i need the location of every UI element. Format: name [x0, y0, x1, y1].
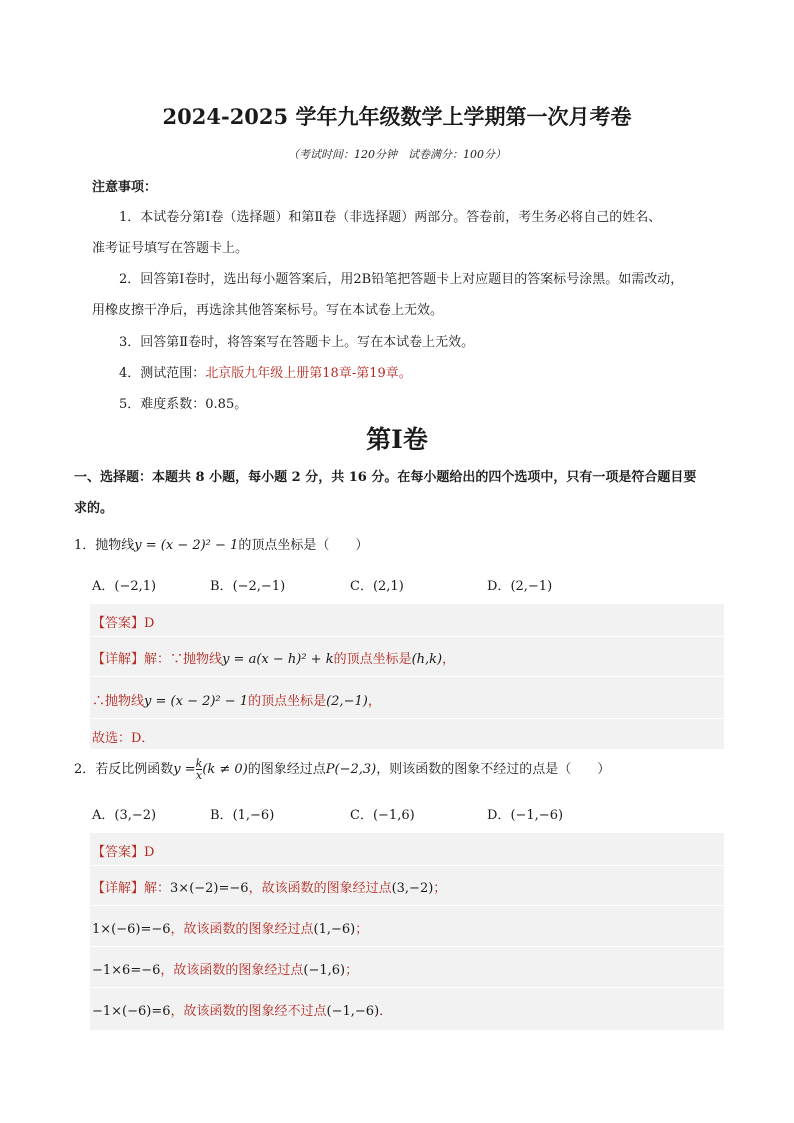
- detail-end: ，: [442, 652, 456, 667]
- answer-label: 【答案】: [92, 845, 145, 860]
- notice-item-2-cont: 用橡皮擦干净后，再选涂其他答案标号。写在本试卷上无效。: [92, 303, 444, 318]
- q2-condition: (k ≠ 0): [202, 762, 248, 777]
- q2-option-a: [92, 804, 156, 823]
- q1-prefix: 1．抛物线: [74, 538, 135, 553]
- option-value: (2,1): [372, 579, 404, 594]
- detail-text: 抛物线: [183, 652, 223, 667]
- question-1: [74, 534, 368, 553]
- notice-item-2: 2．回答第Ⅰ卷时，选出每小题答案后，用2B铅笔把答题卡上对应题目的答案标号涂黑。如需改动，: [119, 272, 684, 287]
- divider: [90, 865, 724, 866]
- option-label: C．: [350, 808, 373, 823]
- q2-text: 的图象经过点: [247, 762, 326, 777]
- option-value: (−2,1): [114, 579, 157, 594]
- detail-calc: −1×6=−6: [92, 963, 161, 978]
- answer-label: 【答案】: [92, 616, 145, 631]
- q2-text: ，则该函数的图象不经过的点是（ ）: [376, 762, 611, 777]
- detail-text: 的顶点坐标是: [248, 694, 327, 709]
- notice-item-1-cont: 准考证号填写在答题卡上。: [92, 241, 249, 256]
- section-intro: 一、选择题：本题共 8 小题，每小题 2 分，共 16 分。在每小题给出的四个选项中，只有一项是符合题目要: [74, 470, 697, 485]
- fraction-numerator: k: [195, 757, 203, 770]
- detail-calc: 1×(−6)=−6: [92, 922, 171, 937]
- option-label: D．: [487, 579, 511, 594]
- option-value: (2,−1): [510, 579, 553, 594]
- q2-y: y =: [173, 762, 196, 777]
- q1-option-c: [350, 575, 404, 594]
- option-value: (−2,−1): [232, 579, 286, 594]
- divider: [90, 718, 724, 719]
- answer-value: D: [144, 845, 155, 860]
- option-value: (3,−2): [114, 808, 157, 823]
- detail-end: ，: [367, 694, 381, 709]
- option-label: C．: [350, 579, 373, 594]
- option-value: (−1,6): [372, 808, 415, 823]
- option-label: A．: [92, 579, 115, 594]
- detail-end: ；: [345, 963, 359, 978]
- section-intro-cont: 求的。: [74, 501, 114, 516]
- q1-option-a: [92, 575, 156, 594]
- q2-detail-line-1: [92, 877, 446, 896]
- q2-detail-line-2: [92, 918, 368, 937]
- page-title: 2024-2025 学年九年级数学上学期第一次月考卷: [162, 104, 632, 129]
- notice-item-5: 5．难度系数：0.85。: [119, 397, 248, 412]
- detail-text: 的顶点坐标是: [333, 652, 412, 667]
- q2-detail-line-4: [92, 1000, 392, 1019]
- detail-calc: 3×(−2)=−6: [170, 881, 249, 896]
- q1-option-b: [210, 575, 285, 594]
- detail-point: (1,−6): [313, 922, 356, 937]
- q2-detail-line-3: [92, 959, 358, 978]
- q2-prefix: 2．若反比例函数: [74, 762, 174, 777]
- q1-suffix: 的顶点坐标是（ ）: [238, 538, 369, 553]
- q2-option-d: [487, 804, 563, 823]
- detail-end: ；: [355, 922, 369, 937]
- q1-answer: [92, 612, 154, 631]
- q2-point: P(−2,3): [325, 762, 377, 777]
- option-label: B．: [210, 808, 233, 823]
- notice-item-4: [119, 362, 412, 381]
- q1-detail-line-2: [92, 690, 381, 709]
- detail-end: ；: [433, 881, 447, 896]
- detail-text: ，故该函数的图象经过点: [160, 963, 304, 978]
- answer-value: D: [144, 616, 155, 631]
- detail-point: (h,k): [411, 652, 443, 667]
- notice-item-1: 1．本试卷分第Ⅰ卷（选择题）和第Ⅱ卷（非选择题）两部分。答卷前，考生务必将自己的姓名、: [119, 210, 662, 225]
- detail-text: 抛物线: [105, 694, 145, 709]
- divider: [90, 676, 724, 677]
- detail-expression: y = (x − 2)² − 1: [144, 694, 249, 709]
- detail-point: (−1,−6): [326, 1004, 380, 1019]
- detail-expression: y = a(x − h)² + k: [222, 652, 334, 667]
- test-range: 北京版九年级上册第18章-第19章。: [205, 366, 412, 381]
- divider: [90, 905, 724, 906]
- fraction-denominator: x: [195, 769, 203, 782]
- detail-text: ，故该函数的图象经过点: [248, 881, 392, 896]
- option-value: (1,−6): [232, 808, 275, 823]
- option-label: B．: [210, 579, 233, 594]
- question-2: [74, 758, 610, 781]
- divider: [90, 636, 724, 637]
- detail-label: 【详解】: [92, 881, 145, 896]
- because-symbol: ∵: [170, 652, 184, 667]
- detail-prefix: 解：: [144, 652, 171, 667]
- therefore-symbol: ∴: [92, 694, 106, 709]
- divider: [90, 946, 724, 947]
- q1-expression: y = (x − 2)² − 1: [134, 538, 239, 553]
- detail-text: ，故该函数的图象经不过点: [170, 1004, 327, 1019]
- q1-option-d: [487, 575, 552, 594]
- detail-point: (2,−1): [326, 694, 368, 709]
- detail-label: 【详解】: [92, 652, 145, 667]
- q2-option-b: [210, 804, 274, 823]
- q2-option-c: [350, 804, 415, 823]
- option-label: A．: [92, 808, 115, 823]
- notice-item-4-prefix: 4．测试范围：: [119, 366, 206, 381]
- exam-meta: （考试时间：120分钟 试卷满分：100分）: [288, 148, 506, 161]
- option-value: (−1,−6): [510, 808, 564, 823]
- divider: [90, 987, 724, 988]
- volume-title: 第Ⅰ卷: [366, 425, 428, 454]
- detail-text: ，故该函数的图象经过点: [170, 922, 314, 937]
- q1-conclusion: 故选：D．: [92, 731, 155, 746]
- detail-end: ．: [379, 1004, 393, 1019]
- notice-item-3: 3．回答第Ⅱ卷时，将答案写在答题卡上。写在本试卷上无效。: [119, 335, 475, 350]
- detail-calc: −1×(−6)=6: [92, 1004, 171, 1019]
- q1-detail-line-1: [92, 648, 455, 667]
- q2-answer: [92, 841, 154, 860]
- detail-prefix: 解：: [144, 881, 171, 896]
- detail-point: (3,−2): [391, 881, 434, 896]
- option-label: D．: [487, 808, 511, 823]
- detail-point: (−1,6): [303, 963, 346, 978]
- notice-heading: 注意事项：: [92, 180, 158, 195]
